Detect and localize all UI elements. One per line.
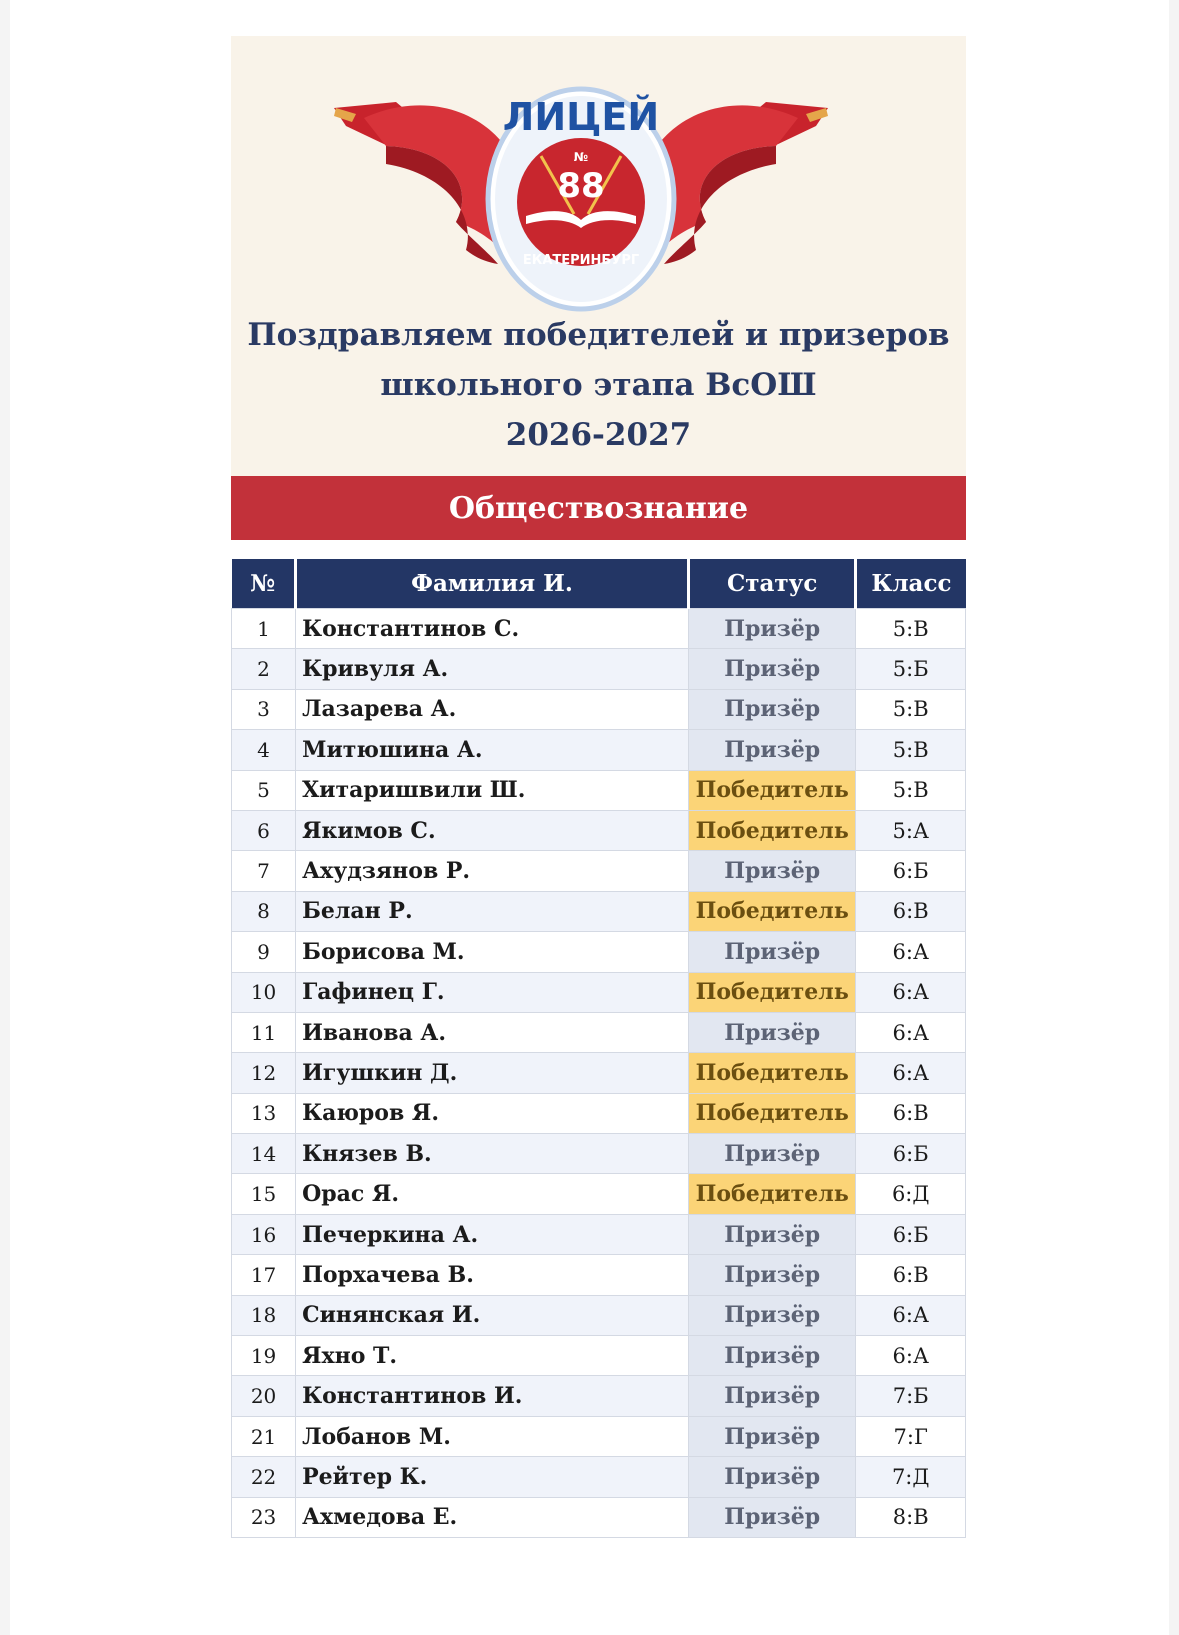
class-cell: 6:А xyxy=(856,1012,966,1052)
row-number: 10 xyxy=(232,972,296,1012)
student-name: Игушкин Д. xyxy=(296,1053,689,1093)
headline-line-1: Поздравляем победителей и призеров xyxy=(247,317,950,353)
class-cell: 6:В xyxy=(856,891,966,931)
student-name: Якимов С. xyxy=(296,810,689,850)
lyceum-logo xyxy=(326,64,836,334)
status-badge: Победитель xyxy=(688,810,855,850)
row-number: 1 xyxy=(232,609,296,649)
table-row xyxy=(232,1295,966,1335)
svg-text:№: № xyxy=(573,150,589,164)
row-number: 13 xyxy=(232,1093,296,1133)
table-row xyxy=(232,1416,966,1456)
student-name: Константинов С. xyxy=(296,609,689,649)
student-name: Константинов И. xyxy=(296,1376,689,1416)
status-badge: Призёр xyxy=(688,1416,855,1456)
hero-header xyxy=(231,36,966,476)
row-number: 9 xyxy=(232,932,296,972)
table-row xyxy=(232,770,966,810)
header-number: № xyxy=(232,559,296,609)
status-badge: Победитель xyxy=(688,1093,855,1133)
table-row xyxy=(232,1255,966,1295)
status-badge: Призёр xyxy=(688,1012,855,1052)
svg-text:88: 88 xyxy=(557,166,605,206)
table-row xyxy=(232,932,966,972)
table-row xyxy=(232,1497,966,1537)
class-cell: 7:Б xyxy=(856,1376,966,1416)
student-name: Князев В. xyxy=(296,1134,689,1174)
class-cell: 5:Б xyxy=(856,649,966,689)
row-number: 19 xyxy=(232,1336,296,1376)
table-row xyxy=(232,810,966,850)
row-number: 15 xyxy=(232,1174,296,1214)
status-badge: Победитель xyxy=(688,891,855,931)
row-number: 11 xyxy=(232,1012,296,1052)
svg-text:ЛИЦЕЙ: ЛИЦЕЙ xyxy=(502,95,660,139)
table-row xyxy=(232,851,966,891)
status-badge: Победитель xyxy=(688,1174,855,1214)
status-badge: Победитель xyxy=(688,770,855,810)
table-row xyxy=(232,1214,966,1254)
announcement-card xyxy=(231,36,966,1538)
row-number: 2 xyxy=(232,649,296,689)
table-row xyxy=(232,972,966,1012)
student-name: Борисова М. xyxy=(296,932,689,972)
student-name: Лазарева А. xyxy=(296,689,689,729)
status-badge: Призёр xyxy=(688,1457,855,1497)
student-name: Гафинец Г. xyxy=(296,972,689,1012)
student-name: Каюров Я. xyxy=(296,1093,689,1133)
class-cell: 6:Б xyxy=(856,1134,966,1174)
table-row xyxy=(232,609,966,649)
class-cell: 5:А xyxy=(856,810,966,850)
row-number: 20 xyxy=(232,1376,296,1416)
student-name: Ахмедова Е. xyxy=(296,1497,689,1537)
table-header-row xyxy=(232,559,966,609)
status-badge: Призёр xyxy=(688,609,855,649)
row-number: 17 xyxy=(232,1255,296,1295)
subject-banner: Обществознание xyxy=(231,476,966,540)
table-row xyxy=(232,1012,966,1052)
headline-line-3: 2026-2027 xyxy=(505,417,692,453)
results-table xyxy=(231,559,966,1538)
row-number: 16 xyxy=(232,1214,296,1254)
row-number: 8 xyxy=(232,891,296,931)
table-row xyxy=(232,1174,966,1214)
status-badge: Победитель xyxy=(688,972,855,1012)
table-row xyxy=(232,1376,966,1416)
row-number: 14 xyxy=(232,1134,296,1174)
status-badge: Победитель xyxy=(688,1053,855,1093)
header-name: Фамилия И. xyxy=(296,559,689,609)
student-name: Орас Я. xyxy=(296,1174,689,1214)
row-number: 23 xyxy=(232,1497,296,1537)
student-name: Синянская И. xyxy=(296,1295,689,1335)
student-name: Хитаришвили Ш. xyxy=(296,770,689,810)
student-name: Белан Р. xyxy=(296,891,689,931)
headline-line-2: школьного этапа ВсОШ xyxy=(380,367,817,403)
status-badge: Призёр xyxy=(688,1376,855,1416)
status-badge: Призёр xyxy=(688,1497,855,1537)
table-row xyxy=(232,1053,966,1093)
status-badge: Призёр xyxy=(688,851,855,891)
class-cell: 7:Д xyxy=(856,1457,966,1497)
table-row xyxy=(232,730,966,770)
status-badge: Призёр xyxy=(688,1214,855,1254)
class-cell: 5:В xyxy=(856,730,966,770)
class-cell: 6:В xyxy=(856,1255,966,1295)
student-name: Рейтер К. xyxy=(296,1457,689,1497)
status-badge: Призёр xyxy=(688,730,855,770)
row-number: 12 xyxy=(232,1053,296,1093)
table-row xyxy=(232,649,966,689)
class-cell: 5:В xyxy=(856,689,966,729)
student-name: Лобанов М. xyxy=(296,1416,689,1456)
class-cell: 6:Д xyxy=(856,1174,966,1214)
page xyxy=(10,0,1169,1635)
status-badge: Призёр xyxy=(688,932,855,972)
class-cell: 5:В xyxy=(856,609,966,649)
class-cell: 7:Г xyxy=(856,1416,966,1456)
row-number: 5 xyxy=(232,770,296,810)
class-cell: 6:Б xyxy=(856,1214,966,1254)
class-cell: 6:А xyxy=(856,972,966,1012)
row-number: 3 xyxy=(232,689,296,729)
headline xyxy=(231,310,966,460)
status-badge: Призёр xyxy=(688,1295,855,1335)
table-row xyxy=(232,689,966,729)
class-cell: 6:А xyxy=(856,1295,966,1335)
table-row xyxy=(232,1336,966,1376)
row-number: 21 xyxy=(232,1416,296,1456)
student-name: Ахудзянов Р. xyxy=(296,851,689,891)
row-number: 6 xyxy=(232,810,296,850)
table-row xyxy=(232,1134,966,1174)
status-badge: Призёр xyxy=(688,689,855,729)
row-number: 4 xyxy=(232,730,296,770)
header-status: Статус xyxy=(688,559,855,609)
status-badge: Призёр xyxy=(688,1336,855,1376)
row-number: 7 xyxy=(232,851,296,891)
header-class: Класс xyxy=(856,559,966,609)
student-name: Иванова А. xyxy=(296,1012,689,1052)
student-name: Кривуля А. xyxy=(296,649,689,689)
svg-text:ЕКАТЕРИНБУРГ: ЕКАТЕРИНБУРГ xyxy=(522,253,640,268)
row-number: 18 xyxy=(232,1295,296,1335)
class-cell: 6:А xyxy=(856,932,966,972)
status-badge: Призёр xyxy=(688,1134,855,1174)
student-name: Яхно Т. xyxy=(296,1336,689,1376)
class-cell: 6:А xyxy=(856,1053,966,1093)
table-row xyxy=(232,891,966,931)
status-badge: Призёр xyxy=(688,1255,855,1295)
class-cell: 6:А xyxy=(856,1336,966,1376)
row-number: 22 xyxy=(232,1457,296,1497)
class-cell: 5:В xyxy=(856,770,966,810)
class-cell: 6:Б xyxy=(856,851,966,891)
status-badge: Призёр xyxy=(688,649,855,689)
student-name: Печеркина А. xyxy=(296,1214,689,1254)
student-name: Митюшина А. xyxy=(296,730,689,770)
table-row xyxy=(232,1093,966,1133)
table-row xyxy=(232,1457,966,1497)
class-cell: 8:В xyxy=(856,1497,966,1537)
student-name: Порхачева В. xyxy=(296,1255,689,1295)
class-cell: 6:В xyxy=(856,1093,966,1133)
